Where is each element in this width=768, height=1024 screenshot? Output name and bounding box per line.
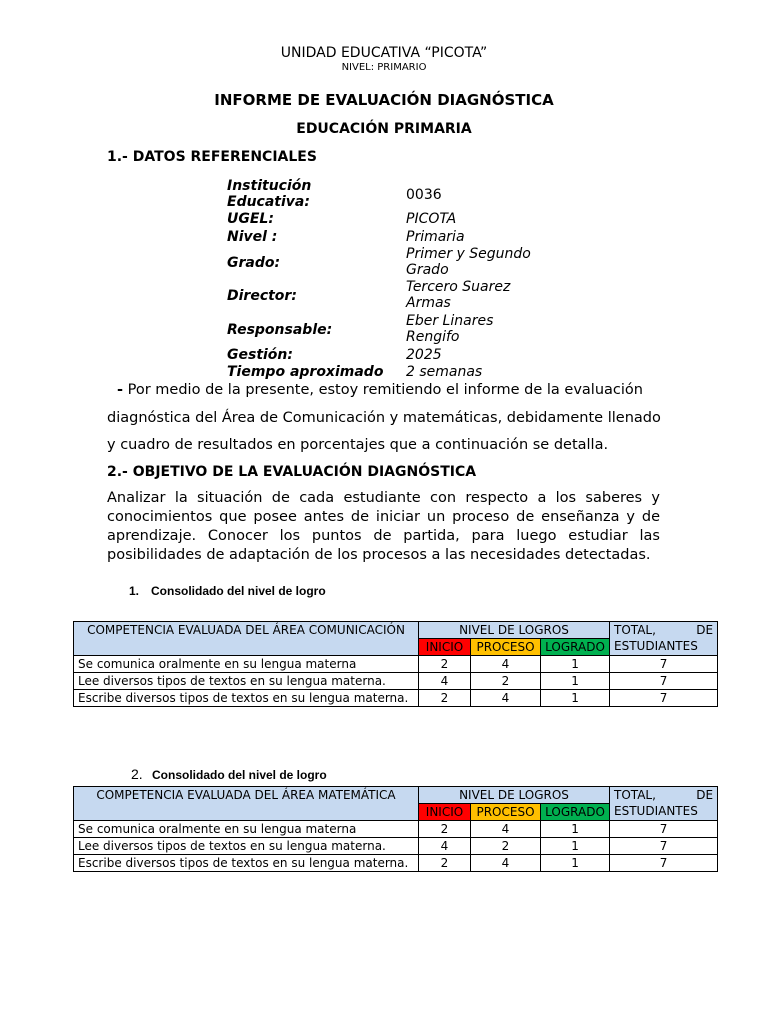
competence-cell: Escribe diversos tipos de textos en su lengua materna. [74, 690, 419, 707]
inicio-cell: 2 [419, 690, 471, 707]
table-2-caption-text: Consolidado del nivel de logro [152, 768, 327, 782]
field-value-tiempo: 2 semanas [406, 364, 483, 380]
total-header: TOTAL, DE ESTUDIANTES [610, 787, 718, 821]
inicio-cell: 2 [419, 656, 471, 673]
level-line: NIVEL: PRIMARIO [341, 62, 427, 73]
level-inicio: INICIO [419, 639, 471, 656]
competence-cell: Se comunica oralmente en su lengua materna [74, 656, 419, 673]
inicio-cell: 4 [419, 673, 471, 690]
total-header: TOTAL, DE ESTUDIANTES [610, 622, 718, 656]
levels-header: NIVEL DE LOGROS [419, 622, 610, 639]
table-1-caption-text: Consolidado del nivel de logro [151, 584, 326, 598]
total-cell: 7 [610, 690, 718, 707]
competence-cell: Lee diversos tipos de textos en su lengua materna. [74, 838, 419, 855]
competence-cell: Lee diversos tipos de textos en su lengua materna. [74, 673, 419, 690]
school-name: UNIDAD EDUCATIVA “PICOTA” [280, 45, 488, 61]
proceso-cell: 4 [471, 690, 541, 707]
level-logrado: LOGRADO [541, 639, 610, 656]
intro-paragraph [107, 377, 662, 460]
proceso-cell: 4 [471, 821, 541, 838]
table-2-caption [131, 766, 327, 782]
field-label-gestion: Gestión: [227, 347, 293, 363]
section-2-heading: 2.- OBJETIVO DE LA EVALUACIÓN DIAGNÓSTICA [107, 464, 477, 480]
table-row [74, 673, 718, 690]
field-value-gestion: 2025 [406, 347, 442, 363]
total-cell: 7 [610, 656, 718, 673]
field-label-tiempo: Tiempo aproximado [227, 364, 384, 380]
logrado-cell: 1 [541, 656, 610, 673]
logrado-cell: 1 [541, 855, 610, 872]
results-table-comunicacion [73, 621, 718, 707]
level-proceso: PROCESO [471, 639, 541, 656]
inicio-cell: 4 [419, 838, 471, 855]
field-value-ugel: PICOTA [406, 211, 457, 227]
report-title: INFORME DE EVALUACIÓN DIAGNÓSTICA [214, 91, 554, 109]
table-1-number: 1. [129, 584, 140, 598]
field-label-institucion: Institución Educativa: [227, 178, 312, 210]
total-cell: 7 [610, 855, 718, 872]
field-label-nivel: Nivel : [227, 229, 278, 245]
inicio-cell: 2 [419, 821, 471, 838]
field-value-responsable: Eber Linares Rengifo [406, 313, 494, 345]
section-1-heading: 1.- DATOS REFERENCIALES [107, 149, 317, 165]
table-2-number: 2. [131, 766, 143, 782]
proceso-cell: 2 [471, 673, 541, 690]
report-subtitle: EDUCACIÓN PRIMARIA [296, 121, 472, 137]
intro-text: Por medio de la presente, estoy remitiendo el informe de la evaluación diagnóstica del Área de Comunicación y matemáticas, debidamente llenado y cuadro de resultados en porcentajes que a continuación se detalla. [107, 382, 661, 453]
table-row [74, 855, 718, 872]
field-label-ugel: UGEL: [227, 211, 274, 227]
table-row [74, 821, 718, 838]
proceso-cell: 4 [471, 855, 541, 872]
competence-header: COMPETENCIA EVALUADA DEL ÁREA MATEMÁTICA [74, 787, 419, 821]
total-cell: 7 [610, 821, 718, 838]
logrado-cell: 1 [541, 838, 610, 855]
competence-cell: Escribe diversos tipos de textos en su lengua materna. [74, 855, 419, 872]
level-proceso: PROCESO [471, 804, 541, 821]
objective-paragraph: Analizar la situación de cada estudiante con respecto a los saberes y conocimientos que posee antes de iniciar un proceso de enseñanza y de aprendizaje. Conocer los puntos de partida, para luego estudiar las posibilidades de adaptación de los procesos a las necesidades detectadas. [107, 490, 660, 563]
proceso-cell: 2 [471, 838, 541, 855]
logrado-cell: 1 [541, 821, 610, 838]
field-value-director: Tercero Suarez Armas [406, 279, 511, 311]
table-1-caption [129, 584, 326, 598]
total-cell: 7 [610, 673, 718, 690]
competence-cell: Se comunica oralmente en su lengua materna [74, 821, 419, 838]
inicio-cell: 2 [419, 855, 471, 872]
field-value-institucion: 0036 [406, 187, 442, 203]
level-inicio: INICIO [419, 804, 471, 821]
table-row [74, 838, 718, 855]
table-row [74, 656, 718, 673]
level-logrado: LOGRADO [541, 804, 610, 821]
intro-dash: - [117, 382, 124, 398]
total-cell: 7 [610, 838, 718, 855]
field-value-grado: Primer y Segundo Grado [406, 246, 531, 278]
field-value-nivel: Primaria [406, 229, 465, 245]
field-label-grado: Grado: [227, 255, 281, 271]
levels-header: NIVEL DE LOGROS [419, 787, 610, 804]
field-label-responsable: Responsable: [227, 322, 333, 338]
logrado-cell: 1 [541, 673, 610, 690]
proceso-cell: 4 [471, 656, 541, 673]
competence-header: COMPETENCIA EVALUADA DEL ÁREA COMUNICACIÓN [74, 622, 419, 656]
field-label-director: Director: [227, 288, 297, 304]
table-row [74, 690, 718, 707]
results-table-matematica [73, 786, 718, 872]
logrado-cell: 1 [541, 690, 610, 707]
